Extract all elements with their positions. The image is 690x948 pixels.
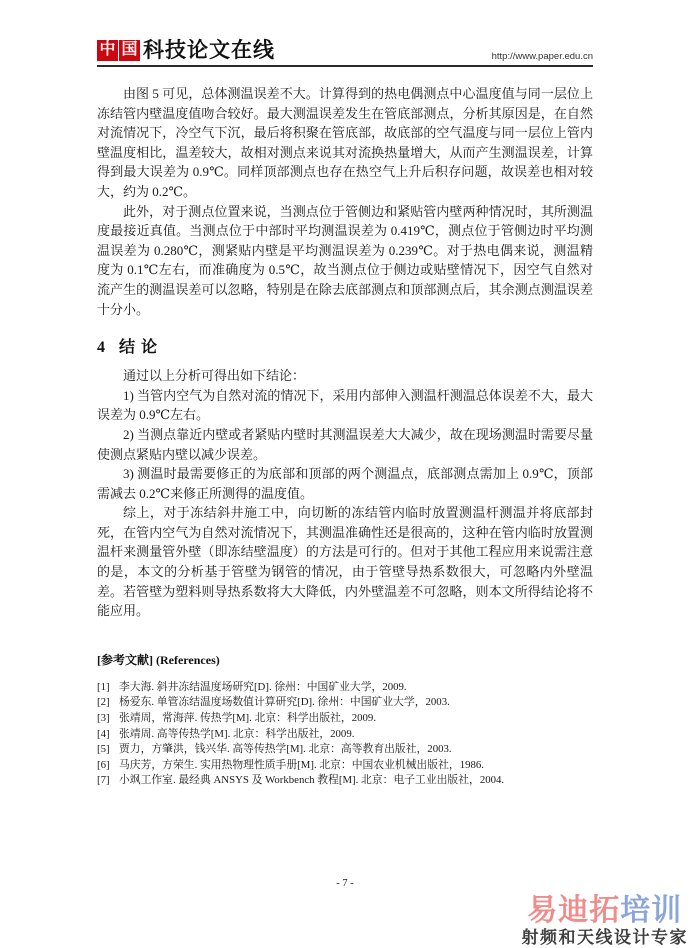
reference-label: [2] [97,696,110,709]
logo-red-square-1: 中 [97,40,118,61]
reference-label: [1] [97,680,110,693]
body-paragraph-1: 由图 5 可见，总体测温误差不大。计算得到的热电偶测点中心温度值与同一层位上冻结管内壁温度值吻合较好。最大测温误差发生在管底部测点，分析其原因是，在自然对流情况下，冷空气下沉，最后将积聚在管底部，故底部的空气温度与同一层位上管内壁温度相比，温差较大，故相对测点来说其对流换热量增大，从而产生测温误差，计算得到最大误差为 0.9℃。同样顶部测点也存在热空气上升后积存问题，故误差也相对较大，约为 0.2℃。 [97,86,593,199]
reference-text: 马庆芳，方荣生. 实用热物理性质手册[M]. 北京：中国农业机械出版社，1986. [119,758,484,771]
section-heading-conclusion [97,334,593,357]
reference-list [97,680,593,789]
reference-text: 杨爱东. 单管冻结温度场数值计算研究[D]. 徐州：中国矿业大学，2003. [119,696,450,709]
reference-text: 李大海. 斜井冻结温度场研究[D]. 徐州：中国矿业大学，2009. [119,680,407,693]
site-url: http://www.paper.edu.cn [491,51,593,62]
section-number: 4 [97,339,105,357]
conclusion-intro: 通过以上分析可得出如下结论： [123,368,306,384]
summary-paragraph: 综上，对于冻结斜井施工中，向切断的冻结管内临时放置测温杆测温并将底部封死，在管内空气为自然对流情况下，其测温准确性还是很高的，这种在管内临时放置测温杆来测量管外壁（即冻结壁温度）的方法是可行的。但对于其他工程应用来说需注意的是，本文的分析基于管壁为钢管的情况，由于管壁导热系数很大，可忽略内外壁温差。若管壁为塑料则导热系数将大大降低，内外壁温差不可忽略，则本文所得结论将不能应用。 [97,505,593,619]
logo-wordmark: 科技论文在线 [143,38,275,62]
watermark-tagline: 射频和天线设计专家 [521,928,688,947]
page-number: - 7 - [336,878,354,889]
reference-text: 张靖周，常海萍. 传热学[M]. 北京：科学出版社，2009. [119,712,377,725]
page-content [97,38,593,789]
reference-label: [3] [97,712,110,725]
reference-item [97,711,593,727]
watermark-brand-red: 易迪拓 [527,894,621,927]
reference-item [97,758,593,774]
training-watermark [522,896,689,946]
reference-text: 小飒工作室. 最经典 ANSYS 及 Workbench 教程[M]. 北京：电子工业出版社，2004. [119,774,505,787]
reference-text: 贾力，方肇洪，钱兴华. 高等传热学[M]. 北京：高等教育出版社，2003. [119,743,452,756]
reference-label: [5] [97,743,110,756]
watermark-brand-blue: 培训 [620,894,683,927]
body-paragraph-2: 此外，对于测点位置来说，当测点位于管侧边和紧贴管内壁两种情况时，其所测温度最接近真值。当测点位于中部时平均测温误差为 0.419℃，测点位于管侧边时平均测温误差为 0.280℃，测紧贴内壁是平均测温误差为 0.239℃。对于热电偶来说，测温精度为 0.1℃左右，而准确度为 0.5℃，故当测点位于侧边或贴壁情况下，因空气自然对流产生的测温误差可以忽略，特别是在除去底部测点和顶部测点后，其余测点测温误差十分小。 [97,203,593,317]
reference-item [97,773,593,789]
reference-label: [4] [97,727,110,740]
logo-red-square-2: 国 [119,40,140,61]
reference-item [97,680,593,696]
page-header [97,38,593,67]
references-heading: [参考文献] (References) [97,652,220,667]
section-title: 结论 [119,339,164,357]
conclusion-item-3: 3) 测温时最需要修正的为底部和顶部的两个测温点，底部测点需加上 0.9℃，顶部需减去 0.2℃来修正所测得的温度值。 [97,466,593,501]
conclusion-item-2: 2) 当测点靠近内壁或者紧贴内壁时其测温误差大大减少，故在现场测温时需要尽量使测点紧贴内壁以减少误差。 [97,426,593,462]
reference-label: [6] [97,758,110,771]
paper-edu-logo [97,38,275,62]
reference-item [97,742,593,758]
reference-item [97,695,593,711]
conclusion-item-1: 1) 当管内空气为自然对流的情况下，采用内部伸入测温杆测温总体误差不大，最大误差为 0.9℃左右。 [97,387,593,423]
reference-text: 张靖周. 高等传热学[M]. 北京：科学出版社，2009. [119,727,355,740]
reference-item [97,727,593,743]
reference-label: [7] [97,774,110,787]
watermark-brand [522,896,689,926]
